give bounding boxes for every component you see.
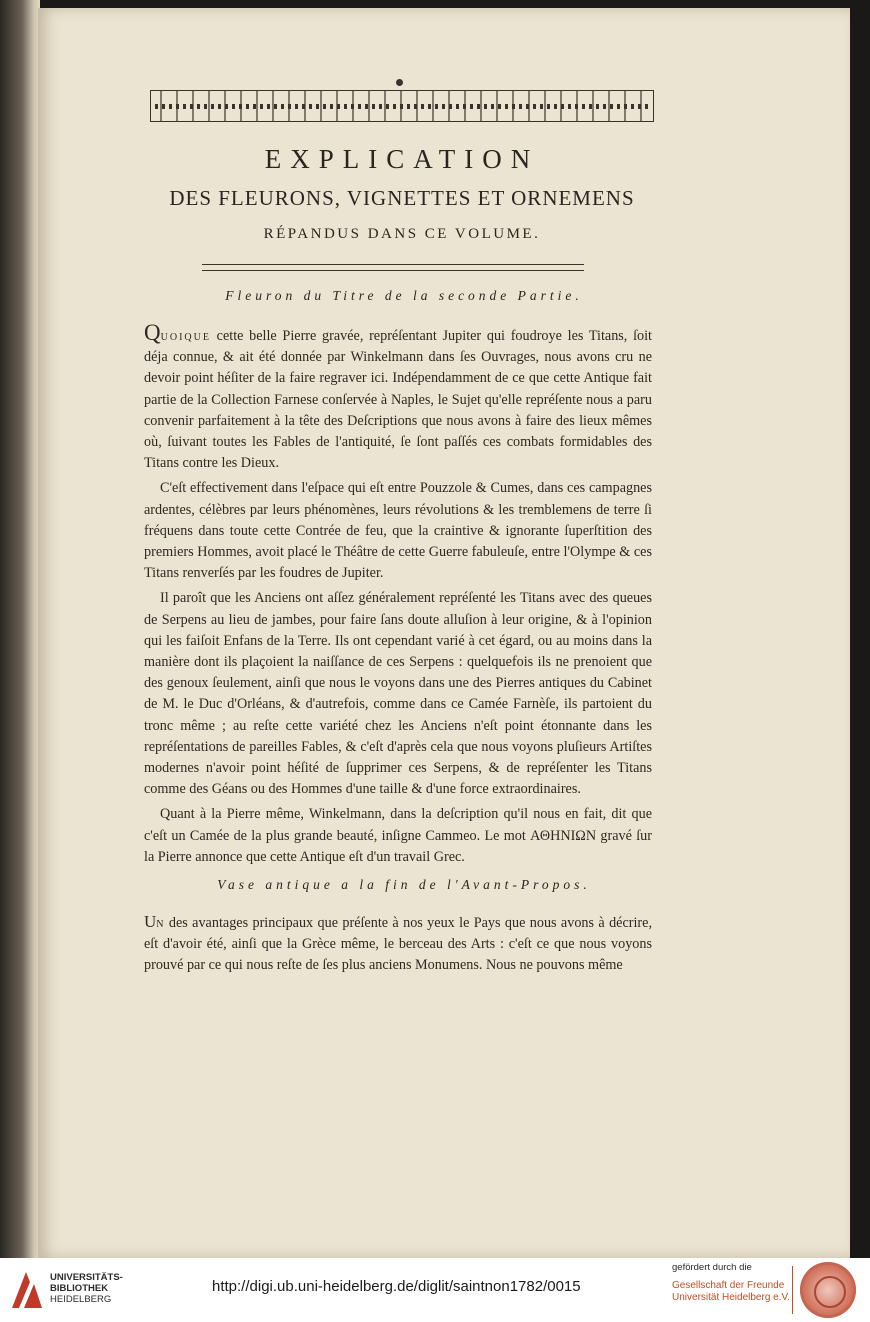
paragraph xyxy=(144,911,652,977)
lead-word: n xyxy=(156,915,165,931)
page-subtitle: DES FLEURONS, VIGNETTES ET ORNEMENS xyxy=(169,186,635,210)
viewer-footer xyxy=(0,1258,870,1322)
permalink-url[interactable]: http://digi.ub.uni-heidelberg.de/diglit/saintnon1782/0015 xyxy=(212,1278,581,1295)
paragraph-text: cette belle Pierre gravée, repréſentant Jupiter qui foudroye les Titans, ſoit déja connue, & ait été donnée par Winkelmann dans ſes Ouvrages, nous avons cru ne devoir point héſiter de la faire regraver ici. Indépendamment de ce que cette Antique fait partie de la Collection Farnese conſervée à Naples, le Sujet qu'elle repréſente nous a paru convenir parfaitement à la tête des Deſcriptions que nous avons à faire des lieux mêmes où, ſuivant toutes les Fables de l'antiquité, ſe ſont paſſés ces combats formidables des Titans contre les Dieux. xyxy=(144,328,652,472)
sponsor-block[interactable] xyxy=(672,1262,790,1303)
double-rule xyxy=(202,264,584,271)
drop-cap: Q xyxy=(144,320,161,345)
university-seal-icon[interactable] xyxy=(800,1262,856,1318)
section-heading-vase: Vase antique a la fin de l'Avant-Propos. xyxy=(217,877,591,892)
university-library-logo-icon[interactable] xyxy=(10,1268,44,1312)
sponsor-org-line: Universität Heidelberg e.V. xyxy=(672,1291,791,1303)
ornament-dot xyxy=(396,79,403,86)
library-name[interactable] xyxy=(50,1272,123,1305)
paragraph: C'eſt effectivement dans l'eſpace qui eſt entre Pouzzole & Cumes, dans ces campagnes ardentes, célèbres par leurs phénomènes, leurs révolutions & les tremblemens de terre ſi fréquens dans toute cette Contrée de feu, que la craintive & ignorante ſuperſtition des premiers Hommes, avoit placé le Théâtre de cette Guerre fabuleuſe, entre l'Olympe & ces Titans renverſés par les foudres de Jupiter. xyxy=(144,480,652,582)
library-name-line: UNIVERSITÄTS- xyxy=(50,1272,123,1283)
lead-word: uoique xyxy=(160,328,211,344)
divider xyxy=(792,1266,793,1314)
ornamental-band xyxy=(150,90,654,122)
paragraph: Il paroît que les Anciens ont aſſez généralement repréſenté les Titans avec des queues de Serpens au lieu de jambes, pour faire ſans doute alluſion à leur origine, & à l'opinion qui les faiſoit Enfans de la Terre. Ils ont cependant varié à cet égard, ou au moins dans la manière dont ils plaçoient la naiſſance de ces Serpens : quelquefois ils ne prenoient que des genoux ſeulement, ainſi que nous le voyons dans une des Pierres antiques du Cabinet de M. le Duc d'Orléans, & d'autrefois, comme dans ce Camée Farnèſe, ils partoient du tronc même ; au reſte cette variété chez les Anciens n'eſt point étonnante dans les repréſentations de pareilles Fables, & c'eſt d'après cela que nous voyons pluſieurs Artiſtes modernes n'avoir point héſité de ſupprimer ces Serpens, & de repréſenter les Titans comme des Géans ou des Hommes d'une taille & d'une force extraordinaires. xyxy=(144,590,652,798)
sponsor-label: gefördert durch die xyxy=(672,1262,752,1273)
page-subtitle-2: RÉPANDUS DANS CE VOLUME. xyxy=(263,226,541,242)
paragraph-text: des avantages principaux que préſente à nos yeux le Pays que nous avons à décrire, eſt d'avoir été, ainſi que la Grèce même, le berceau des Arts : c'eſt ce que nous voyons prouvé par ce qui nous reſte de ſes plus anciens Monumens. Nous ne pouvons même xyxy=(144,915,652,974)
library-name-line: HEIDELBERG xyxy=(50,1294,112,1305)
book-spine-edge xyxy=(0,0,40,1258)
sponsor-org-line: Gesellschaft der Freunde xyxy=(672,1280,785,1291)
section-body-vase xyxy=(144,911,652,981)
library-name-line: BIBLIOTHEK xyxy=(50,1283,109,1294)
page-title: EXPLICATION xyxy=(264,144,540,174)
drop-cap: U xyxy=(144,912,157,931)
paragraph: Quant à la Pierre même, Winkelmann, dans la deſcription qu'il nous en fait, dit que c'eſt un Camée de la plus grande beauté, inſigne Cammeo. Le mot ΑΘΗΝΙΩΝ gravé ſur la Pierre annonce que cette Antique eſt d'un travail Grec. xyxy=(144,806,652,865)
section-body-fleuron xyxy=(144,322,652,872)
paragraph xyxy=(144,322,652,474)
section-heading-fleuron: Fleuron du Titre de la seconde Partie. xyxy=(225,288,583,303)
